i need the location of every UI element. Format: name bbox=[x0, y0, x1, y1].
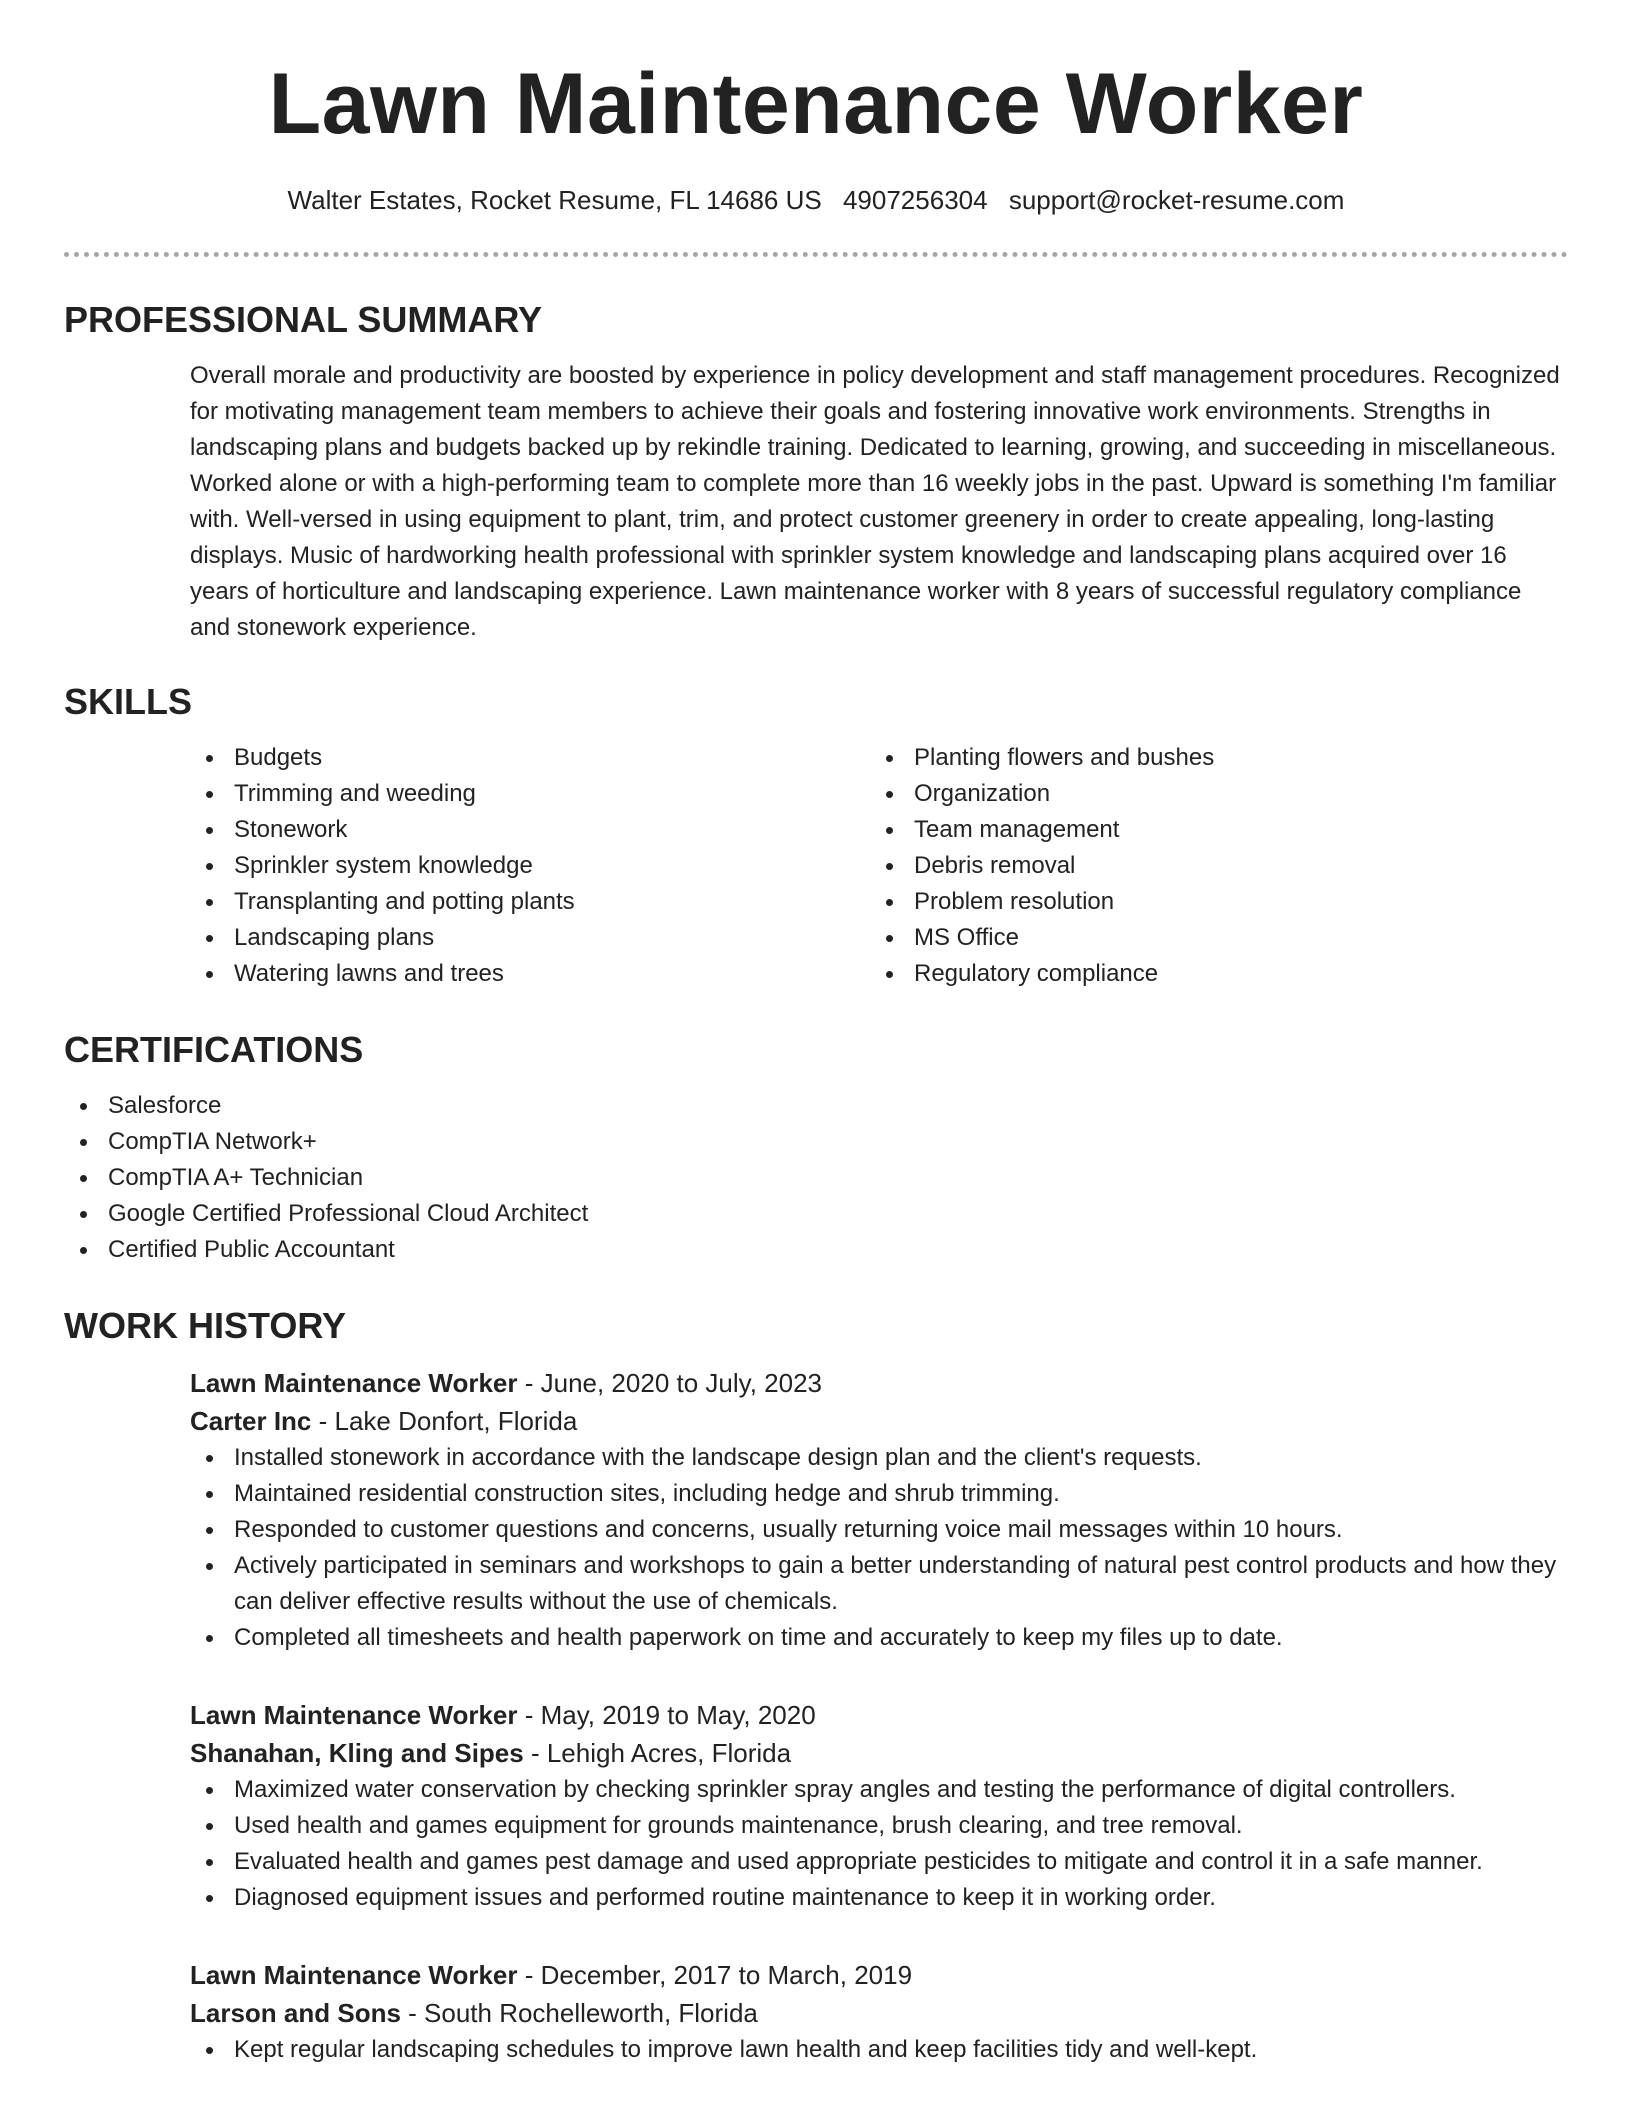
resume-page bbox=[64, 0, 1568, 2063]
skill-item: MS Office bbox=[870, 920, 1550, 956]
skill-item: Trimming and weeding bbox=[190, 776, 870, 812]
skills-list-left bbox=[190, 740, 870, 992]
job-bullet: Completed all timesheets and health paperwork on time and accurately to keep my files up to date. bbox=[190, 1620, 1568, 1656]
skill-item: Budgets bbox=[190, 740, 870, 776]
job-bullet: Maximized water conservation by checking sprinkler spray angles and testing the performance of digital controllers. bbox=[190, 1772, 1568, 1808]
job-role-line bbox=[190, 1696, 1568, 1734]
job-bullets bbox=[64, 2032, 1568, 2068]
work-jobs bbox=[190, 1364, 1568, 2068]
certification-item: Salesforce bbox=[64, 1088, 1568, 1124]
job-role: Lawn Maintenance Worker bbox=[190, 1700, 518, 1730]
skill-item: Problem resolution bbox=[870, 884, 1550, 920]
job-entry bbox=[190, 1696, 1568, 1916]
skill-item: Debris removal bbox=[870, 848, 1550, 884]
job-company: Carter Inc bbox=[190, 1406, 312, 1436]
certification-item: Certified Public Accountant bbox=[64, 1232, 1568, 1268]
job-dates: - June, 2020 to July, 2023 bbox=[517, 1368, 822, 1398]
contact-line bbox=[64, 184, 1568, 216]
job-company-line bbox=[190, 1734, 1568, 1772]
skill-item: Sprinkler system knowledge bbox=[190, 848, 870, 884]
job-bullets bbox=[64, 1440, 1568, 1656]
job-bullet: Maintained residential construction sites, including hedge and shrub trimming. bbox=[190, 1476, 1568, 1512]
job-company: Shanahan, Kling and Sipes bbox=[190, 1738, 524, 1768]
job-location: - Lehigh Acres, Florida bbox=[523, 1738, 792, 1768]
certifications-list bbox=[64, 1088, 1568, 1268]
skill-item: Landscaping plans bbox=[190, 920, 870, 956]
job-entry bbox=[190, 1956, 1568, 2068]
job-company-line bbox=[190, 1994, 1568, 2032]
job-bullets bbox=[64, 1772, 1568, 1916]
skill-item: Planting flowers and bushes bbox=[870, 740, 1550, 776]
job-role-line bbox=[190, 1364, 1568, 1402]
skills-section bbox=[64, 680, 1568, 992]
job-bullet: Installed stonework in accordance with the landscape design plan and the client's requests. bbox=[190, 1440, 1568, 1476]
job-role-line bbox=[190, 1956, 1568, 1994]
certification-item: CompTIA Network+ bbox=[64, 1124, 1568, 1160]
job-location: - South Rochelleworth, Florida bbox=[400, 1998, 758, 2028]
job-dates: - May, 2019 to May, 2020 bbox=[517, 1700, 816, 1730]
contact-address: Walter Estates, Rocket Resume, FL 14686 US bbox=[287, 185, 822, 215]
job-bullet: Responded to customer questions and concerns, usually returning voice mail messages within 10 hours. bbox=[190, 1512, 1568, 1548]
job-bullet: Used health and games equipment for grounds maintenance, brush clearing, and tree removal. bbox=[190, 1808, 1568, 1844]
summary-section bbox=[64, 298, 1568, 646]
skills-list-right bbox=[870, 740, 1550, 992]
job-bullet: Actively participated in seminars and workshops to gain a better understanding of natural pest control products and how they can deliver effective results without the use of chemicals. bbox=[190, 1548, 1568, 1620]
certification-item: Google Certified Professional Cloud Architect bbox=[64, 1196, 1568, 1232]
job-location: - Lake Donfort, Florida bbox=[311, 1406, 578, 1436]
certifications-title: CERTIFICATIONS bbox=[64, 1029, 364, 1070]
summary-text: Overall morale and productivity are boosted by experience in policy development and staff management procedures. Recognized for motivating management team members to achieve their goals and fostering innovative work environments. Strengths in landscaping plans and budgets backed up by rekindle training. Dedicated to learning, growing, and succeeding in miscellaneous. Worked alone or with a high-performing team to complete more than 16 weekly jobs in the past. Upward is something I'm familiar with. Well-versed in using equipment to plant, trim, and protect customer greenery in order to create appealing, long-lasting displays. Music of hardworking health professional with sprinkler system knowledge and landscaping plans acquired over 16 years of horticulture and landscaping experience. Lawn maintenance worker with 8 years of successful regulatory compliance and stonework experience. bbox=[190, 362, 1560, 641]
job-role: Lawn Maintenance Worker bbox=[190, 1368, 518, 1398]
skill-item: Transplanting and potting plants bbox=[190, 884, 870, 920]
header-divider bbox=[64, 252, 1568, 257]
job-role: Lawn Maintenance Worker bbox=[190, 1960, 518, 1990]
skills-title: SKILLS bbox=[64, 681, 193, 722]
certification-item: CompTIA A+ Technician bbox=[64, 1160, 1568, 1196]
job-entry bbox=[190, 1364, 1568, 1656]
contact-email: support@rocket-resume.com bbox=[1008, 185, 1345, 215]
resume-name: Lawn Maintenance Worker bbox=[268, 56, 1364, 152]
work-title: WORK HISTORY bbox=[64, 1305, 347, 1346]
work-section bbox=[64, 1304, 1568, 2108]
skill-item: Watering lawns and trees bbox=[190, 956, 870, 992]
contact-phone: 4907256304 bbox=[842, 185, 988, 215]
skill-item: Stonework bbox=[190, 812, 870, 848]
skill-item: Team management bbox=[870, 812, 1550, 848]
job-dates: - December, 2017 to March, 2019 bbox=[517, 1960, 913, 1990]
job-bullet: Kept regular landscaping schedules to improve lawn health and keep facilities tidy and well-kept. bbox=[190, 2032, 1568, 2068]
skills-columns bbox=[190, 740, 1568, 992]
job-company: Larson and Sons bbox=[190, 1998, 401, 2028]
job-bullet: Diagnosed equipment issues and performed routine maintenance to keep it in working order. bbox=[190, 1880, 1568, 1916]
certifications-section bbox=[64, 1028, 1568, 1268]
skill-item: Regulatory compliance bbox=[870, 956, 1550, 992]
job-company-line bbox=[190, 1402, 1568, 1440]
summary-title: PROFESSIONAL SUMMARY bbox=[64, 299, 543, 340]
job-bullet: Evaluated health and games pest damage and used appropriate pesticides to mitigate and control it in a safe manner. bbox=[190, 1844, 1568, 1880]
skill-item: Organization bbox=[870, 776, 1550, 812]
